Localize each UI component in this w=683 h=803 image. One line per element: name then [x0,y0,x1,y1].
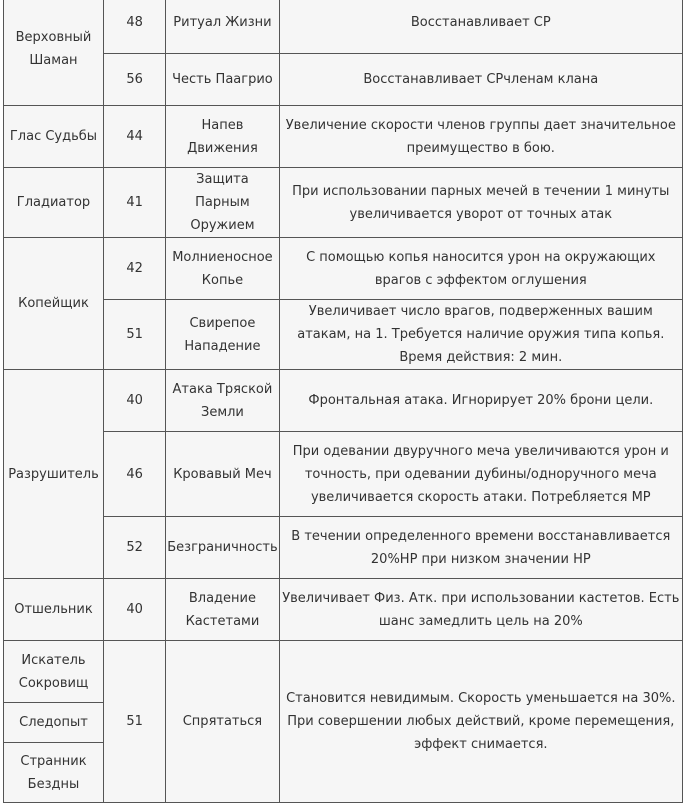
description-cell: Увеличение скорости членов группы дает значительное преимущество в бою. [279,106,682,168]
skill-name-cell: Спрятаться [166,641,279,803]
table-row [4,54,683,106]
level-cell: 40 [103,370,165,432]
skill-name-cell: Напев Движения [166,106,279,168]
table-row [4,106,683,168]
level-cell: 52 [103,517,165,579]
level-cell: 56 [103,54,165,106]
class-cell: Странник Бездны [4,743,104,803]
class-cell: Гладиатор [4,168,104,238]
class-cell: Искатель Сокровищ [4,641,104,703]
skill-name-cell: Ритуал Жизни [166,0,279,54]
class-cell: Верховный Шаман [4,0,104,106]
skill-name-cell: Честь Паагрио [166,54,279,106]
class-cell: Копейщик [4,238,104,370]
level-cell: 44 [103,106,165,168]
skill-name-cell: Владение Кастетами [166,579,279,641]
skills-table [3,0,683,803]
level-cell: 51 [103,641,165,803]
description-cell: При использовании парных мечей в течении 1 минуты увеличивается уворот от точных атак [279,168,682,238]
class-cell: Следопыт [4,703,104,743]
table-row [4,168,683,238]
level-cell: 41 [103,168,165,238]
description-cell: Увеличивает Физ. Атк. при использовании кастетов. Есть шанс замедлить цель на 20% [279,579,682,641]
description-cell: Восстанавливает CP [279,0,682,54]
skill-name-cell: Молниеносное Копье [166,238,279,300]
skill-name-cell: Кровавый Меч [166,432,279,517]
table-row [4,641,683,703]
description-cell: В течении определенного времени восстанавливается 20%HP при низком значении HP [279,517,682,579]
skill-name-cell: Защита Парным Оружием [166,168,279,238]
description-cell: Становится невидимым. Скорость уменьшается на 30%. При совершении любых действий, кроме перемещения, эффект снимается. [279,641,682,803]
skill-name-cell: Свирепое Нападение [166,300,279,370]
level-cell: 40 [103,579,165,641]
class-cell: Разрушитель [4,370,104,579]
level-cell: 51 [103,300,165,370]
description-cell: Восстанавливает CPчленам клана [279,54,682,106]
description-cell: С помощью копья наносится урон на окружающих врагов с эффектом оглушения [279,238,682,300]
table-row [4,432,683,517]
table-row [4,238,683,300]
skill-name-cell: Безграничность [166,517,279,579]
level-cell: 46 [103,432,165,517]
level-cell: 48 [103,0,165,54]
description-cell: Фронтальная атака. Игнорирует 20% брони цели. [279,370,682,432]
description-cell: Увеличивает число врагов, подверженных вашим атакам, на 1. Требуется наличие оружия типа копья. Время действия: 2 мин. [279,300,682,370]
level-cell: 42 [103,238,165,300]
table-row [4,579,683,641]
table-row [4,300,683,370]
class-cell: Глас Судьбы [4,106,104,168]
table-row [4,370,683,432]
class-cell: Отшельник [4,579,104,641]
table-row [4,0,683,54]
description-cell: При одевании двуручного меча увеличиваются урон и точность, при одевании дубины/одноручного меча увеличивается скорость атаки. Потребляется MP [279,432,682,517]
table-row [4,517,683,579]
skill-name-cell: Атака Тряской Земли [166,370,279,432]
